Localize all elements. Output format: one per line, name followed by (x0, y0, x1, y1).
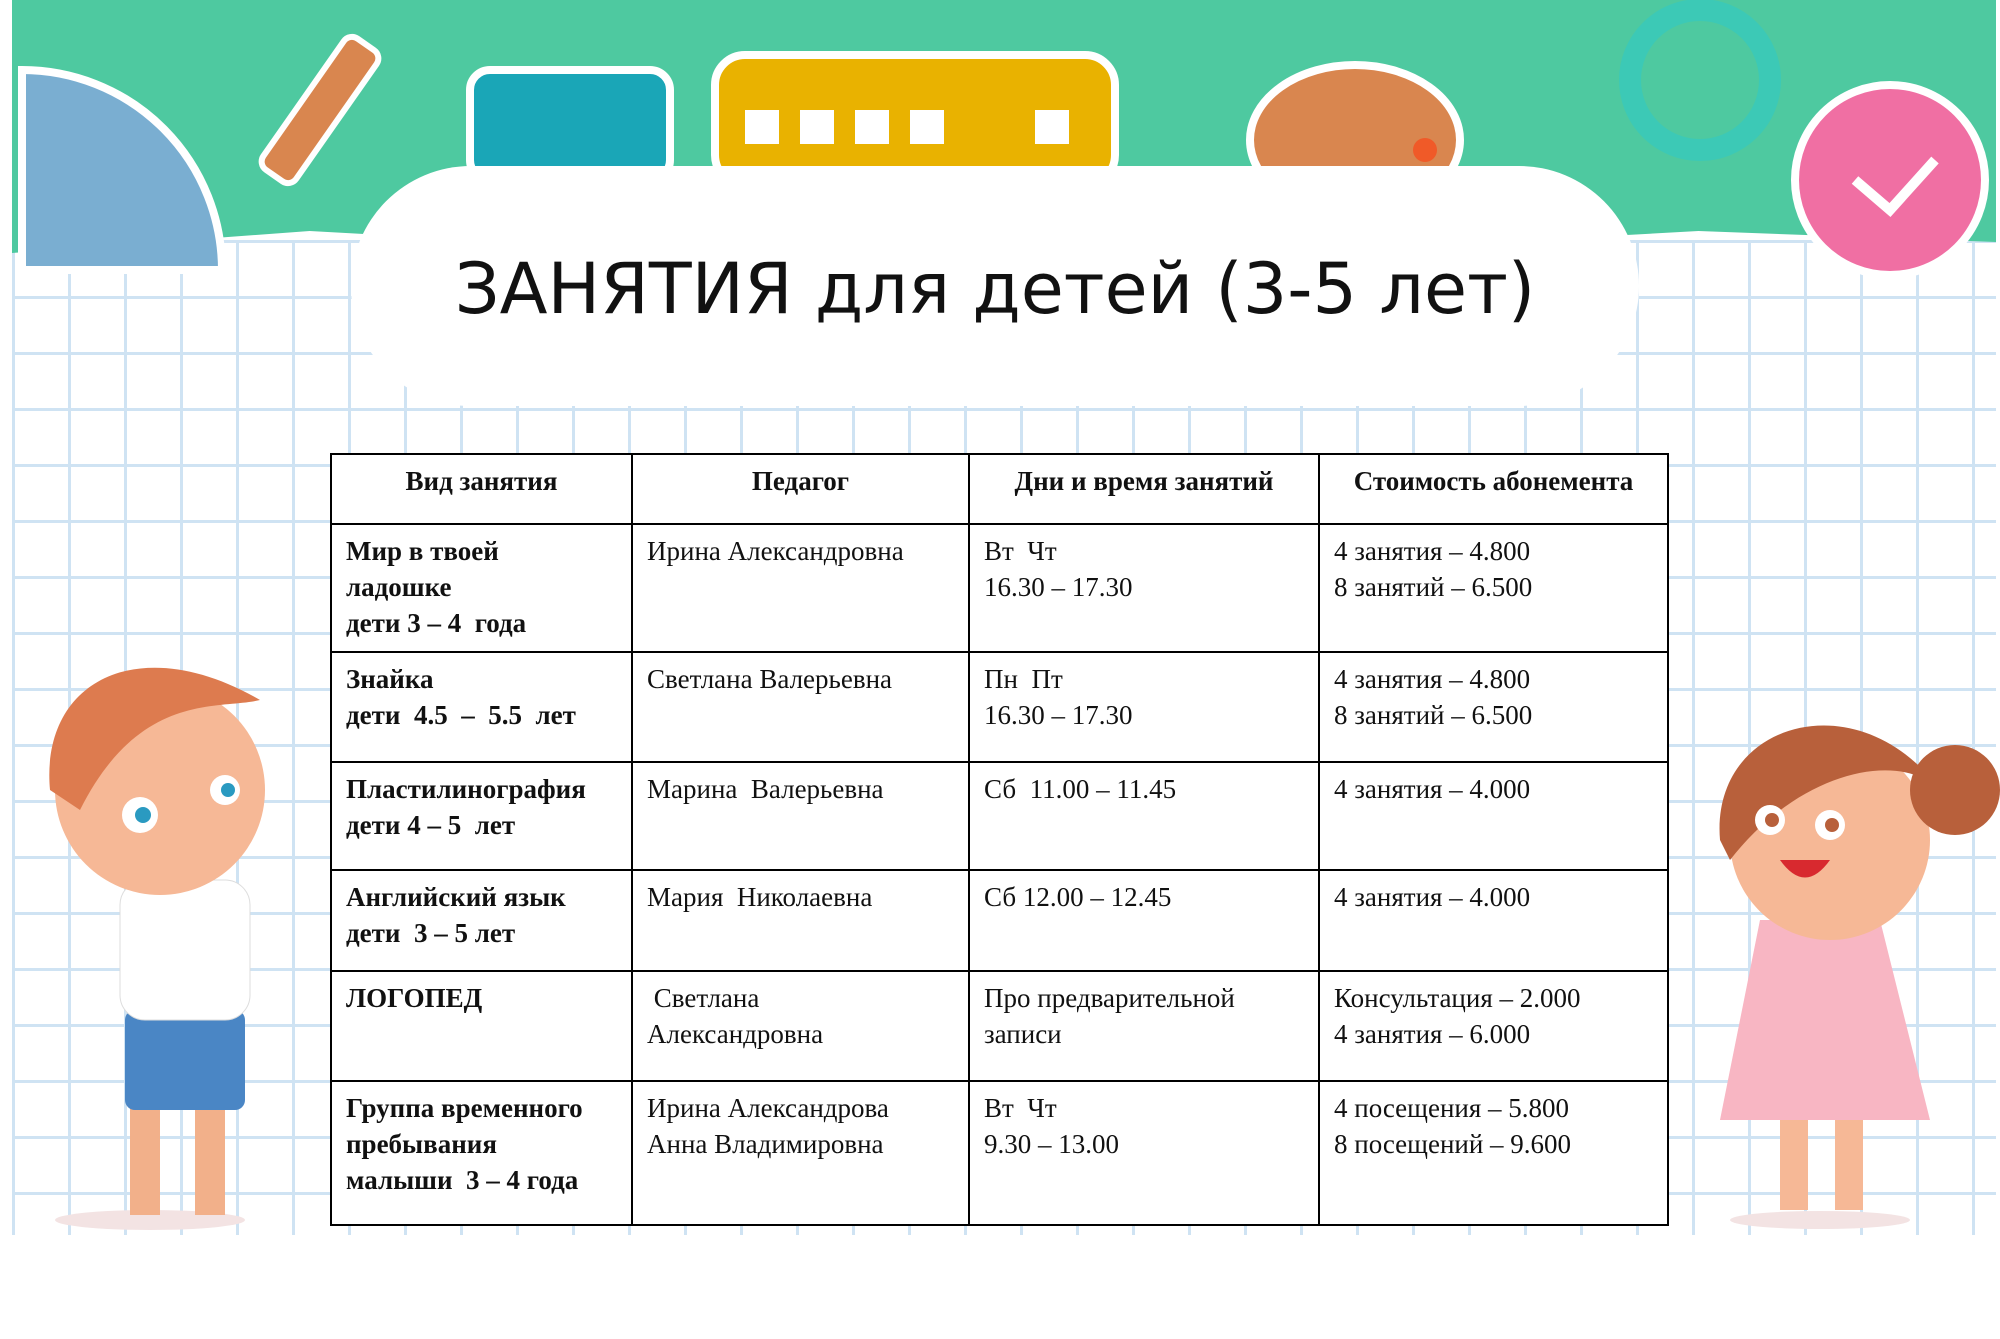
cell-line: Анна Владимировна (647, 1128, 884, 1159)
table-row (331, 1081, 1668, 1225)
activity-cell (331, 652, 632, 761)
cell-line: 8 занятий – 6.500 (1334, 700, 1533, 731)
cell-line: Марина Валерьевна (647, 773, 884, 804)
briefcase-icon (460, 40, 680, 180)
cell-line: Группа временного (346, 1092, 583, 1123)
table-row (331, 870, 1668, 971)
activity-cell (331, 762, 632, 870)
teacher-cell (632, 652, 969, 761)
price-cell (1319, 652, 1668, 761)
cell-line: Сб 11.00 – 11.45 (984, 773, 1177, 804)
activity-cell (331, 870, 632, 971)
cell-line: 8 занятий – 6.500 (1334, 571, 1533, 602)
cell-line: малыши 3 – 4 года (346, 1164, 579, 1195)
header-activity: Вид занятия (331, 454, 632, 524)
schedule-cell (969, 524, 1319, 653)
page-title: ЗАНЯТИЯ для детей (3-5 лет) (454, 248, 1536, 330)
cell-line: Пн Пт (984, 664, 1063, 695)
table-row (331, 652, 1668, 761)
price-cell (1319, 971, 1668, 1080)
header-teacher: Педагог (632, 454, 969, 524)
cell-line: 16.30 – 17.30 (984, 571, 1133, 602)
cell-line: Про предварительной (984, 983, 1235, 1014)
schedule-cell (969, 652, 1319, 761)
cell-line: записи (984, 1019, 1062, 1050)
cell-line: 4 занятия – 6.000 (1334, 1019, 1531, 1050)
cell-line: Светлана (647, 983, 760, 1014)
boy-illustration (20, 640, 290, 1230)
cell-line: пребывания (346, 1128, 497, 1159)
teacher-cell (632, 1081, 969, 1225)
cell-line: 4 занятия – 4.000 (1334, 773, 1531, 804)
cell-line: Вт Чт (984, 1092, 1057, 1123)
cell-line: Вт Чт (984, 535, 1057, 566)
cell-line: 4 посещения – 5.800 (1334, 1092, 1570, 1123)
price-cell (1319, 1081, 1668, 1225)
cell-line: 8 посещений – 9.600 (1334, 1128, 1572, 1159)
activity-cell (331, 1081, 632, 1225)
price-cell (1319, 524, 1668, 653)
paint-palette-icon (1240, 50, 1470, 180)
schedule-cell (969, 870, 1319, 971)
cell-line: дети 4.5 – 5.5 лет (346, 700, 576, 731)
cell-line: дети 3 – 5 лет (346, 918, 516, 949)
girl-illustration (1660, 680, 2000, 1230)
cell-line: ладошке (346, 571, 452, 602)
activity-cell (331, 971, 632, 1080)
cell-line: 16.30 – 17.30 (984, 700, 1133, 731)
table-row (331, 762, 1668, 870)
cell-line: 4 занятия – 4.800 (1334, 664, 1531, 695)
cell-line: ЛОГОПЕД (346, 983, 483, 1014)
cell-line: дети 3 – 4 года (346, 607, 527, 638)
cell-line: 4 занятия – 4.800 (1334, 535, 1531, 566)
table-row (331, 971, 1668, 1080)
teacher-cell (632, 762, 969, 870)
cell-line: Ирина Александрова (647, 1092, 889, 1123)
schedule-cell (969, 762, 1319, 870)
teacher-cell (632, 870, 969, 971)
header-price: Стоимость абонемента (1319, 454, 1668, 524)
cell-line: Ирина Александровна (647, 535, 904, 566)
price-cell (1319, 870, 1668, 971)
cell-line: 9.30 – 13.00 (984, 1128, 1119, 1159)
magnifier-icon (1600, 0, 1800, 240)
cell-line: Консультация – 2.000 (1334, 983, 1581, 1014)
cell-line: Сб 12.00 – 12.45 (984, 882, 1172, 913)
cell-line: Светлана Валерьевна (647, 664, 893, 695)
price-cell (1319, 762, 1668, 870)
cell-line: Пластилинография (346, 773, 586, 804)
cell-line: 4 занятия – 4.000 (1334, 882, 1531, 913)
table-header-row (331, 454, 1668, 524)
teacher-cell (632, 971, 969, 1080)
schedule-cell (969, 1081, 1319, 1225)
teacher-cell (632, 524, 969, 653)
school-bus-icon (705, 45, 1125, 175)
header-schedule: Дни и время занятий (969, 454, 1319, 524)
table-row (331, 524, 1668, 653)
classes-table (330, 453, 1669, 1226)
cell-line: дети 4 – 5 лет (346, 809, 516, 840)
cell-line: Знайка (346, 664, 434, 695)
cell-line: Александровна (647, 1019, 824, 1050)
alarm-clock-icon (1780, 50, 2000, 280)
activity-cell (331, 524, 632, 653)
cell-line: Мир в твоей (346, 535, 499, 566)
cell-line: Английский язык (346, 882, 566, 913)
cell-line: Мария Николаевна (647, 882, 873, 913)
protractor-icon (12, 50, 242, 280)
schedule-cell (969, 971, 1319, 1080)
